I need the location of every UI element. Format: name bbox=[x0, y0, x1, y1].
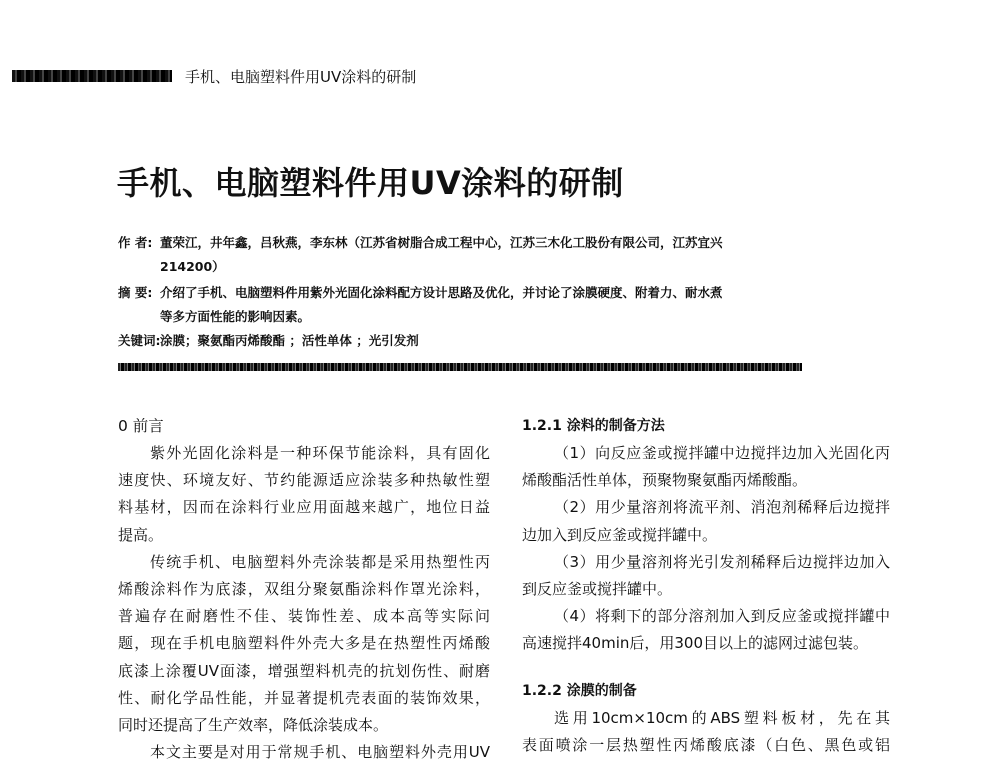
text-line: （1）向反应釜或搅拌罐中边搅拌边加入光固化丙 bbox=[554, 444, 890, 462]
text-line: 同时还提高了生产效率，降低涂装成本。 bbox=[118, 715, 389, 734]
text-line: 本文主要是对用于常规手机、电脑塑料外壳用UV bbox=[150, 743, 490, 762]
text-line: 速度快、环境友好、节约能源适应涂装多种热敏性塑 bbox=[118, 471, 490, 490]
text-line: 普遍存在耐磨性不佳、装饰性差、成本高等实际问 bbox=[118, 607, 490, 626]
paragraph bbox=[118, 739, 490, 766]
section-divider bbox=[118, 363, 802, 371]
text-line: 烯酸酯活性单体，预聚物聚氨酯丙烯酸酯。 bbox=[522, 471, 808, 490]
left-column bbox=[118, 413, 490, 766]
running-title: 手机、电脑塑料件用UV涂料的研制 bbox=[185, 68, 417, 86]
text-line: 到反应釜或搅拌罐中。 bbox=[522, 579, 673, 598]
authors-block bbox=[118, 231, 808, 279]
paragraph bbox=[522, 705, 890, 759]
authors-line: 董荣江，井年鑫，吕秋燕，李东林（江苏省树脂合成工程中心，江苏三木化工股份有限公司，江苏宜兴 bbox=[160, 235, 723, 250]
text-line: 选用10cm×10cm的ABS塑料板材，先在其 bbox=[554, 708, 890, 727]
text-line: 性、耐化学品性能，并显著提机壳表面的装饰效果， bbox=[118, 688, 490, 707]
right-paragraphs-2 bbox=[522, 705, 890, 759]
right-column bbox=[522, 413, 890, 759]
paragraph bbox=[522, 549, 890, 603]
paragraph bbox=[522, 603, 890, 657]
text-line: 底漆上涂覆UV面漆，增强塑料机壳的抗划伤性、耐磨 bbox=[118, 661, 490, 680]
keywords-block bbox=[118, 329, 808, 353]
abstract-line: 介绍了手机、电脑塑料件用紫外光固化涂料配方设计思路及优化，并讨论了涂膜硬度、附着力、耐水煮 bbox=[160, 285, 723, 300]
text-line: 烯酸涂料作为底漆，双组分聚氨酯涂料作罩光涂料， bbox=[118, 579, 490, 598]
header-decorative-bar bbox=[12, 70, 172, 82]
text-line: （2）用少量溶剂将流平剂、消泡剂稀释后边搅拌 bbox=[554, 498, 890, 517]
abstract-block bbox=[118, 281, 808, 329]
text-line: （3）用少量溶剂将光引发剂稀释后边搅拌边加入 bbox=[554, 552, 890, 571]
text-line: （4）将剩下的部分溶剂加入到反应釜或搅拌罐中 bbox=[554, 607, 890, 626]
section-heading-1-2-2: 1.2.2 涂膜的制备 bbox=[522, 682, 637, 699]
right-paragraphs-1 bbox=[522, 440, 890, 658]
paragraph bbox=[522, 494, 890, 548]
left-paragraphs bbox=[118, 440, 490, 766]
abstract-label: 摘 要: bbox=[118, 285, 153, 300]
authors-line: 214200） bbox=[160, 259, 225, 274]
keywords-text: 涂膜；聚氨酯丙烯酸酯 ；活性单体 ；光引发剂 bbox=[160, 333, 419, 348]
text-line: 边加入到反应釜或搅拌罐中。 bbox=[522, 525, 718, 544]
paragraph bbox=[118, 440, 490, 549]
text-line: 传统手机、电脑塑料外壳涂装都是采用热塑性丙 bbox=[150, 552, 490, 571]
authors-label: 作 者: bbox=[118, 235, 153, 250]
text-line: 高速搅拌40min后，用300目以上的滤网过滤包装。 bbox=[522, 634, 869, 653]
text-line: 紫外光固化涂料是一种环保节能涂料，具有固化 bbox=[150, 444, 490, 462]
paragraph bbox=[522, 440, 890, 494]
text-line: 表面喷涂一层热塑性丙烯酸底漆（白色、黑色或铝 bbox=[522, 735, 890, 754]
section-heading-introduction: 0 前言 bbox=[118, 417, 164, 435]
text-line: 题，现在手机电脑塑料件外壳大多是在热塑性丙烯酸 bbox=[118, 634, 490, 653]
abstract-line: 等多方面性能的影响因素。 bbox=[160, 309, 311, 324]
paragraph bbox=[118, 549, 490, 739]
section-heading-1-2-1: 1.2.1 涂料的制备方法 bbox=[522, 418, 665, 434]
article-title: 手机、电脑塑料件用UV涂料的研制 bbox=[117, 164, 624, 202]
text-line: 料基材，因而在涂料行业应用面越来越广，地位日益 bbox=[118, 498, 490, 517]
keywords-label: 关键词: bbox=[118, 333, 161, 348]
text-line: 提高。 bbox=[118, 525, 164, 544]
